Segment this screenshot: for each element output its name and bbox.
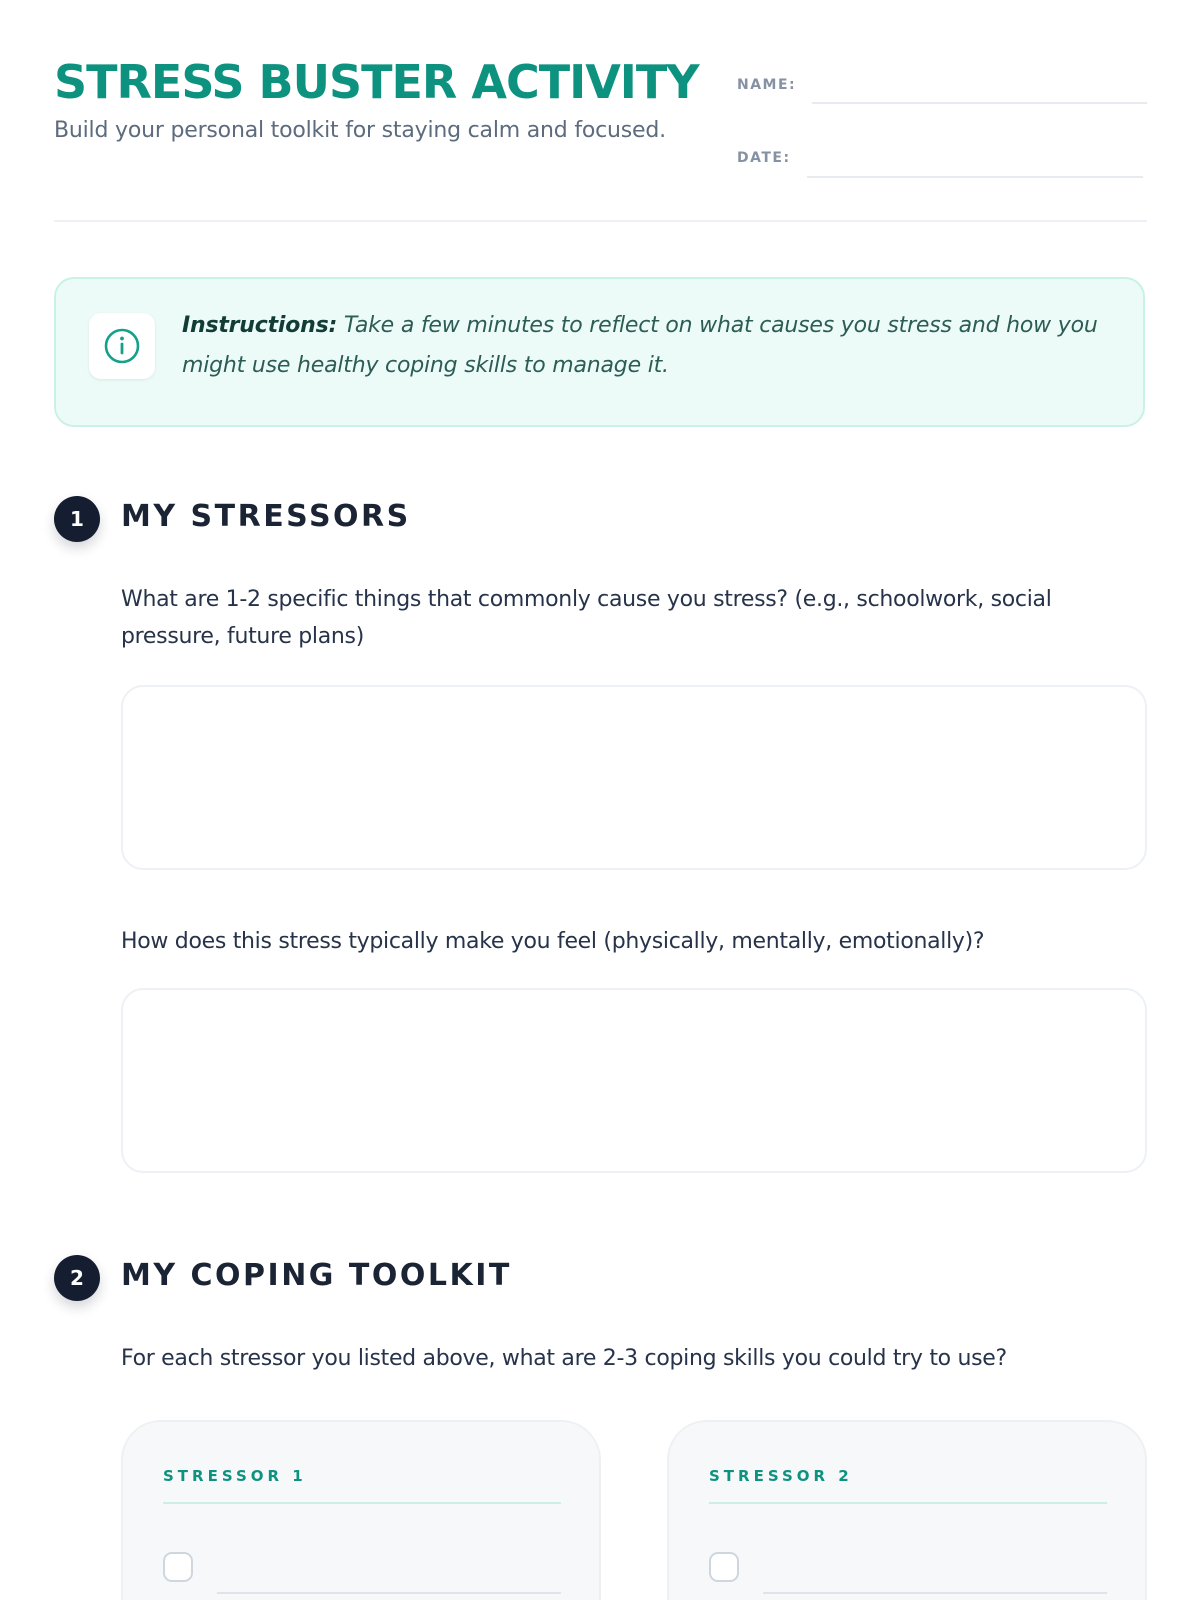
card-divider xyxy=(163,1502,561,1504)
question-feelings: How does this stress typically make you feel (physically, mentally, emotionally)? xyxy=(121,929,985,954)
stressor-card-label: STRESSOR 1 xyxy=(163,1467,307,1485)
name-field[interactable] xyxy=(812,102,1147,104)
question-stressors: What are 1-2 specific things that commonly cause you stress? (e.g., schoolwork, social pressure, future plans) xyxy=(121,587,1052,649)
section-title-stressors: MY STRESSORS xyxy=(121,499,411,534)
instructions-text xyxy=(182,306,1112,386)
coping-skill-line[interactable] xyxy=(763,1592,1107,1594)
page-subtitle: Build your personal toolkit for staying calm and focused. xyxy=(54,118,666,143)
info-icon-container xyxy=(89,313,155,379)
stressor-card-2 xyxy=(667,1420,1147,1600)
question-coping-skills: For each stressor you listed above, what are 2-3 coping skills you could try to use? xyxy=(121,1346,1007,1371)
answer-box-stressors[interactable] xyxy=(121,685,1147,870)
date-label: DATE: xyxy=(737,150,791,166)
coping-skill-line[interactable] xyxy=(217,1592,561,1594)
info-icon xyxy=(103,327,141,365)
header-divider xyxy=(54,220,1147,222)
section-number-badge: 1 xyxy=(54,496,100,542)
instructions-body: Take a few minutes to reflect on what causes you stress and how you might use healthy coping skills to manage it. xyxy=(182,313,1098,378)
page-title: STRESS BUSTER ACTIVITY xyxy=(54,55,699,109)
card-divider xyxy=(709,1502,1107,1504)
coping-skill-checkbox[interactable] xyxy=(709,1552,739,1582)
stressor-card-label: STRESSOR 2 xyxy=(709,1467,853,1485)
instructions-lead: Instructions: xyxy=(182,313,338,338)
coping-skill-checkbox[interactable] xyxy=(163,1552,193,1582)
instructions-callout xyxy=(54,277,1145,427)
section-title-coping-toolkit: MY COPING TOOLKIT xyxy=(121,1258,512,1293)
name-label: NAME: xyxy=(737,77,797,93)
stressor-card-1 xyxy=(121,1420,601,1600)
section-number-badge: 2 xyxy=(54,1255,100,1301)
answer-box-feelings[interactable] xyxy=(121,988,1147,1173)
date-field[interactable] xyxy=(807,176,1143,178)
